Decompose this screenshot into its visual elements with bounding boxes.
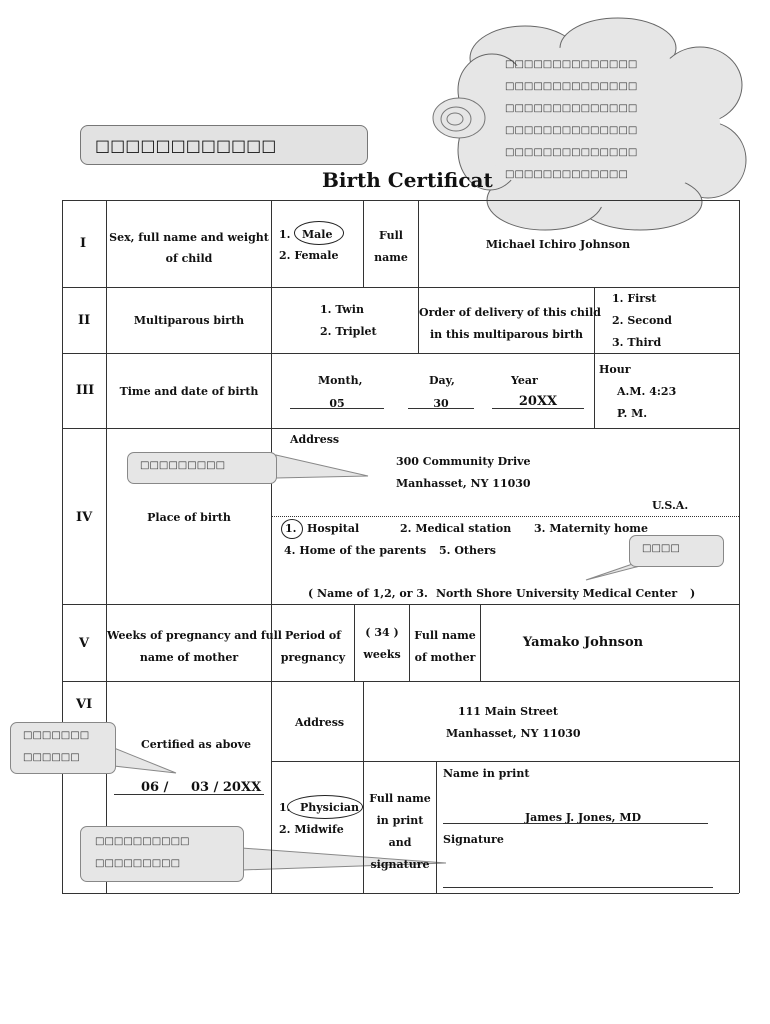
date-underline <box>114 794 264 795</box>
place-option-others: 5. Others <box>439 544 496 557</box>
grid-line <box>62 287 739 288</box>
row-numeral: IV <box>76 510 93 525</box>
certified-date-month-day: 06 / <box>141 780 169 795</box>
place-option-medical-station: 2. Medical station <box>400 522 512 535</box>
hour-am: A.M. 4:23 <box>617 385 677 398</box>
grid-line <box>62 893 739 894</box>
order-third: 3. Third <box>612 336 662 349</box>
callout-place-of-birth <box>127 452 277 484</box>
address-line-1: 300 Community Drive <box>396 455 531 468</box>
label-line: signature <box>370 858 430 871</box>
place-option-hospital: Hospital <box>307 522 360 535</box>
row-label: Place of birth <box>147 511 231 524</box>
row-label <box>107 227 271 269</box>
place-option-maternity-home: 3. Maternity home <box>534 522 648 535</box>
grid-line <box>594 353 595 428</box>
row-numeral: VI <box>76 697 93 712</box>
callout-text: □□□□□□ <box>23 752 80 763</box>
label-line: of mother <box>414 651 476 664</box>
child-name: Michael Ichiro Johnson <box>485 238 631 251</box>
signature-label: Signature <box>443 833 504 846</box>
signature-line <box>443 887 713 888</box>
cloud-line: □□□□□□□□□□□□□□ <box>505 59 638 70</box>
place-option-home: 4. Home of the parents <box>284 544 427 557</box>
certifier-address-label: Address <box>295 716 345 729</box>
label-line: name <box>374 251 408 264</box>
multiparous-triplet: 2. Triplet <box>320 325 377 338</box>
callout-text: □□□□□□□□□ <box>95 858 181 869</box>
label-line: name of mother <box>139 651 239 664</box>
grid-line <box>271 200 272 893</box>
month-value: 05 <box>329 397 345 410</box>
month-underline <box>290 408 384 409</box>
row-label: Multiparous birth <box>133 314 245 327</box>
row-label <box>107 625 282 669</box>
certifier-address-2: Manhasset, NY 11030 <box>446 727 581 740</box>
year-underline <box>492 408 584 409</box>
callout-text: □□□□ <box>642 543 680 554</box>
doctor-name-underline <box>443 823 708 824</box>
name-in-print-label: Name in print <box>443 767 530 780</box>
document-title: Birth Certificat <box>322 168 493 192</box>
address-line-2: Manhasset, NY 11030 <box>396 477 531 490</box>
grid-line <box>62 604 739 605</box>
grid-line <box>62 681 739 682</box>
grid-line <box>62 200 63 893</box>
cloud-annotation <box>505 54 705 186</box>
callout-signature <box>80 826 244 882</box>
grid-line <box>354 604 355 681</box>
callout-tail-place <box>276 455 368 478</box>
weeks-label: weeks <box>363 648 401 661</box>
certifier-address-1: 111 Main Street <box>458 705 558 718</box>
mother-fullname-label <box>410 625 480 669</box>
certifier-option-number: 1. <box>279 801 291 814</box>
hour-label: Hour <box>599 363 631 376</box>
period-label <box>272 625 354 669</box>
row-numeral: II <box>78 313 91 328</box>
facility-name-open: ( Name of 1,2, or 3. <box>308 587 428 600</box>
label-line: Full name <box>369 792 431 805</box>
multiparous-twin: 1. Twin <box>320 303 364 316</box>
label-line: Period of <box>285 629 341 642</box>
grid-line <box>62 353 739 354</box>
label-line: Weeks of pregnancy and full <box>107 629 282 642</box>
year-value: 20XX <box>518 394 558 409</box>
address-country: U.S.A. <box>652 499 689 512</box>
grid-line <box>62 428 739 429</box>
row-numeral: I <box>80 236 87 251</box>
facility-name-close: ) <box>690 587 696 600</box>
certified-label: Certified as above <box>141 738 252 751</box>
sample-banner <box>80 125 368 165</box>
callout-issue-date <box>10 722 116 774</box>
callout-text: □□□□□□□ <box>23 730 90 741</box>
label-line: in print <box>376 814 424 827</box>
sex-option-female: 2. Female <box>279 249 339 262</box>
facility-name: North Shore University Medical Center <box>436 587 678 600</box>
grid-line <box>62 200 739 201</box>
label-line: Order of delivery of this child <box>419 306 601 319</box>
weeks-value: ( 34 ) <box>365 626 399 639</box>
grid-line <box>271 761 739 762</box>
cloud-line: □□□□□□□□□□□□□□ <box>505 103 638 114</box>
cloud-line: □□□□□□□□□□□□□□ <box>505 125 638 136</box>
label-line: pregnancy <box>280 651 346 664</box>
hour-pm: P. M. <box>617 407 648 420</box>
cloud-line: □□□□□□□□□□□□□□ <box>505 81 638 92</box>
doctor-name: James J. Jones, MD <box>524 811 642 824</box>
order-label <box>419 302 601 346</box>
day-value: 30 <box>433 397 449 410</box>
label-line: Full <box>379 229 403 242</box>
fullname-signature-label <box>364 788 436 876</box>
month-label: Month, <box>318 374 363 387</box>
callout-hospital-name <box>629 535 724 567</box>
certifier-option-midwife: 2. Midwife <box>279 823 344 836</box>
row-numeral: III <box>76 383 95 398</box>
grid-line <box>739 200 740 893</box>
banner-title: □□□□□□□□□□□□ <box>95 136 277 155</box>
label-line: Full name <box>414 629 476 642</box>
grid-line <box>436 761 437 893</box>
cloud-line: □□□□□□□□□□□□□ <box>505 169 628 180</box>
order-second: 2. Second <box>612 314 672 327</box>
certified-date-year: 03 / 20XX <box>191 780 262 795</box>
row-numeral: V <box>79 636 90 651</box>
label-line: and <box>388 836 412 849</box>
address-label: Address <box>290 433 340 446</box>
cloud-line: □□□□□□□□□□□□□□ <box>505 147 638 158</box>
fullname-label <box>364 225 418 269</box>
sex-option-male: Male <box>302 228 333 241</box>
sex-option-number: 1. <box>279 228 291 241</box>
day-label: Day, <box>429 374 455 387</box>
place-option-number: 1. <box>285 522 297 535</box>
mother-name: Yamako Johnson <box>522 635 644 650</box>
grid-line <box>594 287 595 353</box>
year-label: Year <box>511 374 538 387</box>
grid-line <box>271 516 739 517</box>
label-line: in this multiparous birth <box>429 328 584 341</box>
label-line: Sex, full name and weight <box>109 231 269 244</box>
grid-line <box>106 200 107 893</box>
order-first: 1. First <box>612 292 657 305</box>
label-line: of child <box>165 252 213 265</box>
certifier-option-physician: Physician <box>300 801 360 814</box>
row-label: Time and date of birth <box>119 385 259 398</box>
callout-text: □□□□□□□□□ <box>140 460 226 471</box>
callout-text: □□□□□□□□□□ <box>95 836 190 847</box>
day-underline <box>408 408 474 409</box>
